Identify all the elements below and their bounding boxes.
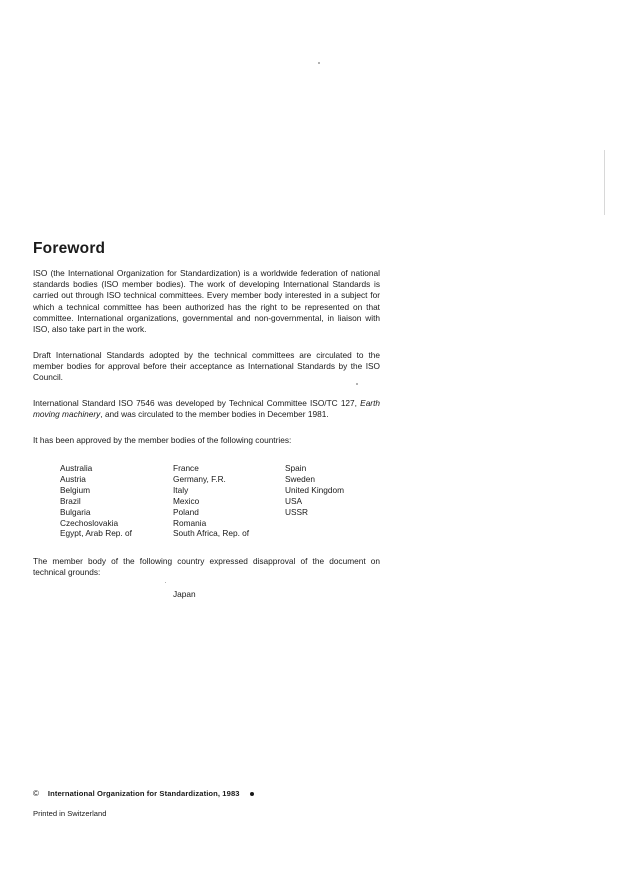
country-item: Czechoslovakia: [60, 517, 119, 528]
scan-edge-mark: [604, 150, 605, 215]
intro-paragraph: ISO (the International Organization for Standardization) is a worldwide federation of national standards bodies (ISO member bodies). The work of developing International Standards is carried out through ISO technical committees. Every member body interested in a subject for which a technical committee has been authorized has the right to be represented on that committee. International organizations, governmental and non-governmental, in liaison with ISO, also take part in the work.: [33, 268, 380, 335]
country-item: South Africa, Rep. of: [173, 528, 250, 539]
country-item: United Kingdom: [285, 484, 345, 495]
country-item: Belgium: [60, 484, 90, 495]
countries-column-1: [60, 463, 132, 539]
country-item: Egypt, Arab Rep. of: [60, 528, 132, 539]
countries-column-3: [285, 463, 344, 518]
country-item: Mexico: [173, 495, 200, 506]
development-text: International Standard ISO 7546 was developed by Technical Committee ISO/TC 127,: [33, 398, 357, 408]
bullet-dot: [250, 792, 254, 796]
foreword-heading: Foreword: [33, 240, 106, 257]
country-item: USA: [285, 495, 303, 506]
printed-in-line: Printed in Switzerland: [33, 809, 107, 818]
development-paragraph: [33, 398, 380, 420]
development-text-end: , and was circulated to the member bodies in December 1981.: [100, 409, 329, 420]
country-item: Austria: [60, 473, 86, 484]
country-item: Romania: [173, 517, 207, 528]
drafts-paragraph: Draft International Standards adopted by the technical committees are circulated to the member bodies for approval before their acceptance as International Standards by the ISO Council.: [33, 350, 380, 383]
country-item: Poland: [173, 506, 199, 517]
scan-speck: [318, 62, 320, 64]
scan-speck: [165, 582, 166, 583]
country-item: Sweden: [285, 473, 315, 484]
country-item: Spain: [285, 463, 307, 473]
disapproving-country: Japan: [173, 589, 196, 599]
disapproval-paragraph: The member body of the following country expressed disapproval of the document on technical grounds:: [33, 556, 380, 578]
committee-name: Earth moving machinery: [33, 398, 380, 420]
approval-paragraph: It has been approved by the member bodies of the following countries:: [33, 435, 292, 445]
country-item: Italy: [173, 484, 189, 495]
country-item: Germany, F.R.: [173, 473, 226, 484]
copyright-line: [33, 789, 254, 798]
country-item: Australia: [60, 463, 93, 473]
country-item: Bulgaria: [60, 506, 91, 517]
copyright-text: International Organization for Standardization, 1983: [47, 789, 240, 798]
country-item: Brazil: [60, 495, 81, 506]
country-item: France: [173, 463, 199, 473]
countries-column-2: [173, 463, 249, 539]
country-item: USSR: [285, 506, 309, 517]
copyright-symbol: ©: [33, 789, 39, 798]
